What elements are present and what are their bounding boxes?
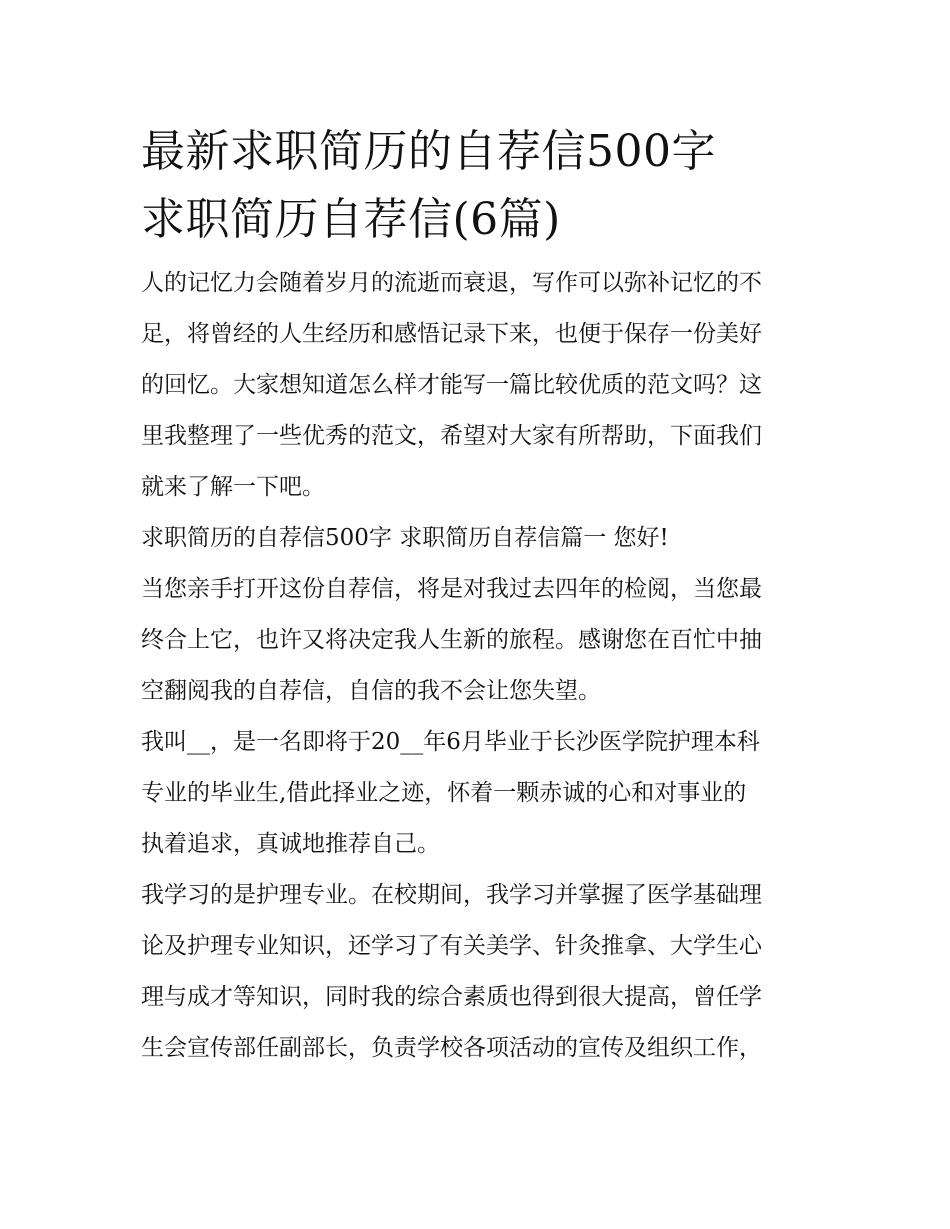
text-line: 求职简历的自荐信500字 求职简历自荐信篇一 您好! <box>141 525 669 551</box>
title-line-1: 最新求职简历的自荐信500字 <box>141 126 716 177</box>
title-line-2: 求职简历自荐信(6篇) <box>141 194 561 245</box>
text-line: 就来了解一下吧。 <box>141 474 325 500</box>
text-line: 我叫__，是一名即将于20__年6月毕业于长沙医学院护理本科 <box>141 729 760 755</box>
document-body <box>141 258 813 1074</box>
text-line: 执着追求，真诚地推荐自己。 <box>141 831 440 857</box>
text-line: 的回忆。大家想知道怎么样才能写一篇比较优质的范文吗？这 <box>141 372 762 398</box>
intro-paragraph <box>141 258 813 513</box>
text-line: 终合上它，也许又将决定我人生新的旅程。感谢您在百忙中抽 <box>141 627 762 653</box>
text-line: 理与成才等知识，同时我的综合素质也得到很大提高，曾任学 <box>141 984 762 1010</box>
self-introduction-paragraph <box>141 717 813 870</box>
document-content <box>141 118 813 1074</box>
text-line: 足，将曾经的人生经历和感悟记录下来，也便于保存一份美好 <box>141 321 762 347</box>
study-paragraph <box>141 870 813 1074</box>
opening-paragraph <box>141 564 813 717</box>
document-title <box>141 118 813 254</box>
text-line: 里我整理了一些优秀的范文，希望对大家有所帮助，下面我们 <box>141 423 762 449</box>
text-line: 论及护理专业知识，还学习了有关美学、针灸推拿、大学生心 <box>141 933 762 959</box>
text-line: 专业的毕业生,借此择业之迹，怀着一颗赤诚的心和对事业的 <box>141 780 747 806</box>
section-heading-paragraph <box>141 513 813 564</box>
text-line: 我学习的是护理专业。在校期间，我学习并掌握了医学基础理 <box>141 882 762 908</box>
text-line: 生会宣传部任副部长，负责学校各项活动的宣传及组织工作， <box>141 1035 762 1061</box>
text-line: 当您亲手打开这份自荐信，将是对我过去四年的检阅，当您最 <box>141 576 762 602</box>
text-line: 人的记忆力会随着岁月的流逝而衰退，写作可以弥补记忆的不 <box>141 270 762 296</box>
text-line: 空翻阅我的自荐信，自信的我不会让您失望。 <box>141 678 601 704</box>
